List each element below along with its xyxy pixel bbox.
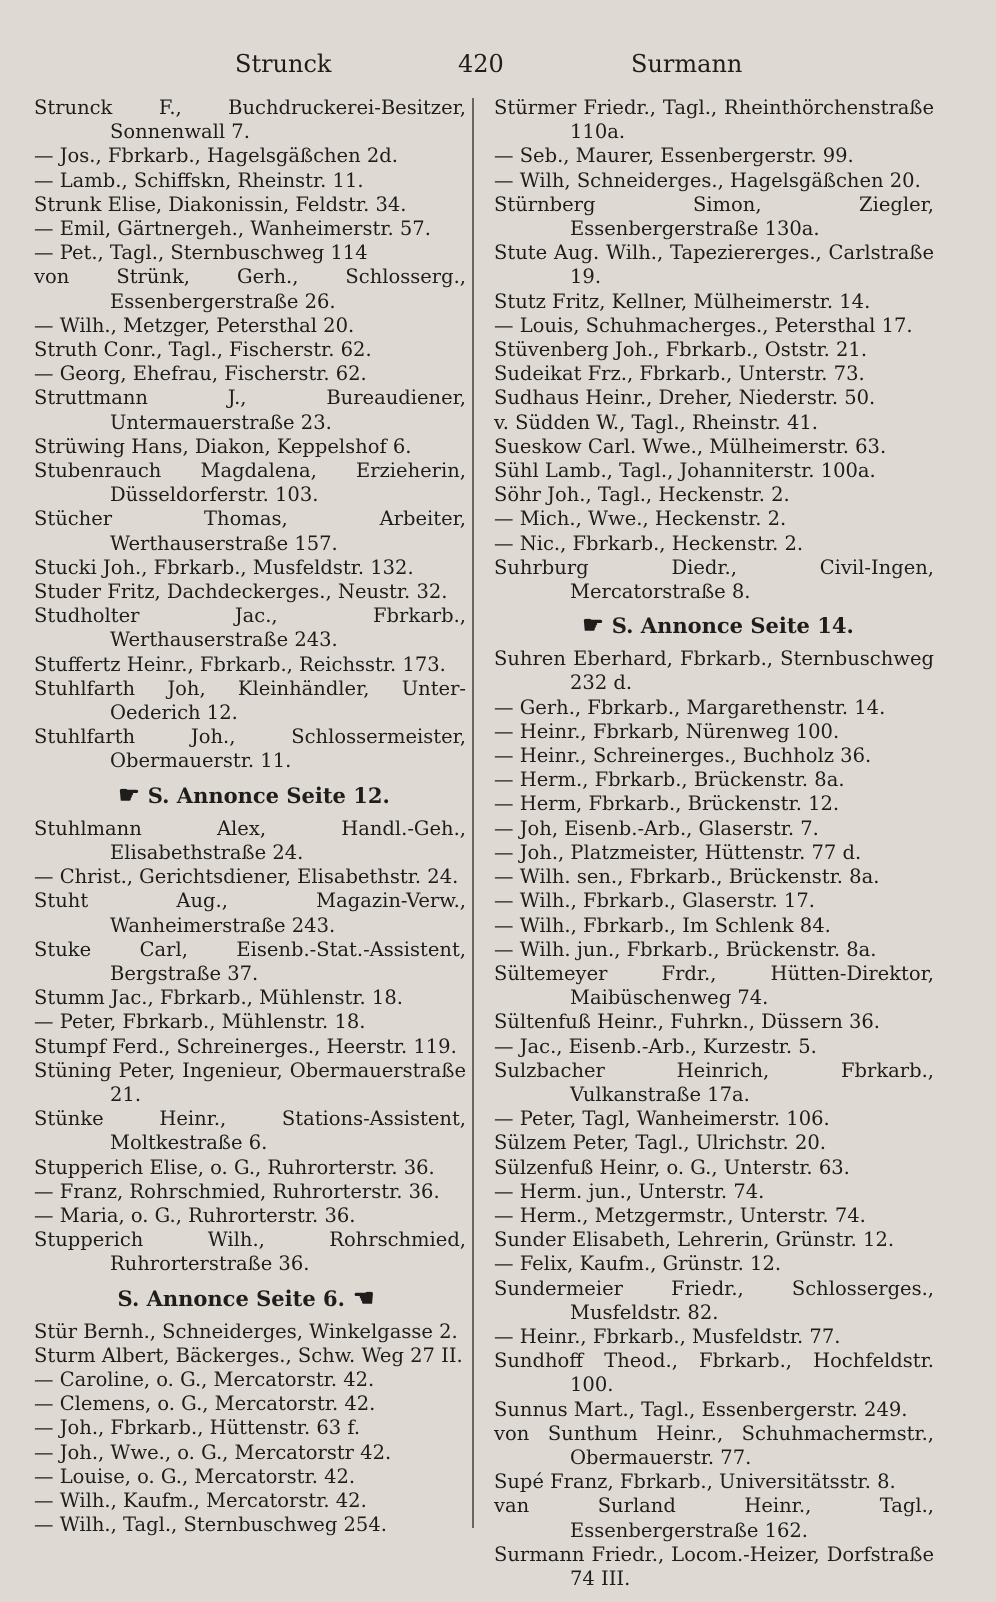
directory-entry: Struth Conr., Tagl., Fischerstr. 62. [34,338,372,362]
directory-entry: van Surland Heinr., Tagl., Essenbergerstraße 162. [494,1494,934,1542]
pointing-hand-icon: ☛ [118,779,140,809]
directory-entry: — Peter, Tagl, Wanheimerstr. 106. [494,1107,830,1131]
annonce-reference [494,610,934,641]
directory-entry: Stücher Thomas, Arbeiter, Werthauserstraße 157. [34,507,466,555]
annonce-reference [34,1283,466,1314]
directory-entry: Sunder Elisabeth, Lehrerin, Grünstr. 12. [494,1228,895,1252]
page-number: 420 [458,50,504,78]
directory-entry: — Joh., Platzmeister, Hüttenstr. 77 d. [494,840,862,864]
directory-entry: — Jos., Fbrkarb., Hagelsgäßchen 2d. [34,144,398,168]
directory-entry: — Wilh, Schneiderges., Hagelsgäßchen 20. [494,168,921,192]
directory-entry: Supé Franz, Fbrkarb., Universitätsstr. 8. [494,1470,896,1494]
directory-entry: Stumm Jac., Fbrkarb., Mühlenstr. 18. [34,986,403,1010]
directory-entry: — Maria, o. G., Ruhrorterstr. 36. [34,1203,356,1227]
directory-entry: — Georg, Ehefrau, Fischerstr. 62. [34,362,367,386]
directory-entry: — Nic., Fbrkarb., Heckenstr. 2. [494,531,804,555]
directory-entry: Sunnus Mart., Tagl., Essenbergerstr. 249. [494,1397,908,1421]
directory-entry: — Wilh. sen., Fbrkarb., Brückenstr. 8a. [494,865,880,889]
directory-entry: von Sunthum Heinr., Schuhmachermstr., Obermauerstr. 77. [494,1421,934,1469]
directory-entry: — Lamb., Schiffskn, Rheinstr. 11. [34,168,364,192]
directory-entry: — Joh, Eisenb.-Arb., Glaserstr. 7. [494,816,819,840]
directory-entry: Sültemeyer Frdr., Hütten-Direktor, Maibüschenweg 74. [494,961,934,1010]
directory-entry: — Louise, o. G., Mercatorstr. 42. [34,1464,356,1488]
directory-entry: Stutz Fritz, Kellner, Mülheimerstr. 14. [494,289,871,313]
annonce-reference [34,780,466,811]
directory-entry: Studholter Jac., Fbrkarb., Werthauserstraße 243. [34,604,466,652]
directory-entry: — Franz, Rohrschmied, Ruhrorterstr. 36. [34,1179,440,1203]
directory-entry: Stumpf Ferd., Schreinerges., Heerstr. 119. [34,1034,457,1058]
directory-entry: Sueskow Carl. Wwe., Mülheimerstr. 63. [494,434,887,458]
directory-entry: Stüvenberg Joh., Fbrkarb., Oststr. 21. [494,338,868,362]
directory-entry: Sülzem Peter, Tagl., Ulrichstr. 20. [494,1131,826,1155]
annonce-text: S. Annonce Seite 14. [611,613,854,639]
directory-entry: Sülzenfuß Heinr, o. G., Unterstr. 63. [494,1155,850,1179]
directory-entry: Sundermeier Friedr., Schlosserges., Musfeldstr. 82. [494,1276,934,1324]
directory-entry: — Herm, Fbrkarb., Brückenstr. 12. [494,792,840,816]
directory-entry: Stucki Joh., Fbrkarb., Musfeldstr. 132. [34,555,414,579]
directory-entry: Stüning Peter, Ingenieur, Obermauerstraße 21. [34,1058,466,1106]
directory-entry: Stuhlfarth Joh., Schlossermeister, Obermauerstr. 11. [34,725,466,773]
directory-entry: Stute Aug. Wilh., Tapeziererges., Carlstraße 19. [494,241,934,289]
directory-entry: — Joh., Wwe., o. G., Mercatorstr 42. [34,1440,392,1464]
directory-entry: Strunk Elise, Diakonissin, Feldstr. 34. [34,192,407,216]
directory-entry: — Gerh., Fbrkarb., Margarethenstr. 14. [494,695,886,719]
directory-entry: Strunck F., Buchdruckerei-Besitzer, Sonnenwall 7. [34,96,466,144]
directory-entry: Stuke Carl, Eisenb.-Stat.-Assistent, Bergstraße 37. [34,937,466,985]
directory-entry: Stürnberg Simon, Ziegler, Essenbergerstraße 130a. [494,192,934,241]
directory-entry: Strüwing Hans, Diakon, Keppelshof 6. [34,434,412,458]
annonce-text: S. Annonce Seite 12. [147,782,390,808]
directory-entry: Suhren Eberhard, Fbrkarb., Sternbuschweg 232 d. [494,647,934,695]
directory-entry: — Pet., Tagl., Sternbuschweg 114 [34,241,368,265]
directory-entry: — Seb., Maurer, Essenbergerstr. 99. [494,144,854,168]
directory-entry: Stupperich Wilh., Rohrschmied, Ruhrorterstraße 36. [34,1228,466,1276]
directory-entry: — Wilh. jun., Fbrkarb., Brückenstr. 8a. [494,937,877,961]
right-column [494,96,934,1591]
directory-entry: — Herm., Metzgermstr., Unterstr. 74. [494,1203,866,1227]
header-left-keyword: Strunck [235,50,332,78]
directory-entry: Struttmann J., Bureaudiener, Untermauerstraße 23. [34,386,466,434]
directory-entry: — Wilh., Tagl., Sternbuschweg 254. [34,1513,387,1537]
directory-entry: Stünke Heinr., Stations-Assistent, Moltkestraße 6. [34,1107,466,1155]
directory-entry: Stuht Aug., Magazin-Verw., Wanheimerstraße 243. [34,889,466,937]
directory-entry: — Wilh., Fbrkarb., Glaserstr. 17. [494,889,815,913]
directory-entry: — Joh., Fbrkarb., Hüttenstr. 63 f. [34,1416,361,1440]
directory-entry: — Herm. jun., Unterstr. 74. [494,1179,765,1203]
annonce-text: S. Annonce Seite 6. [117,1285,345,1311]
directory-entry: — Clemens, o. G., Mercatorstr. 42. [34,1392,376,1416]
directory-entry: Sulzbacher Heinrich, Fbrkarb., Vulkanstraße 17a. [494,1058,934,1106]
directory-entry: von Strünk, Gerh., Schlosserg., Essenbergerstraße 26. [34,265,466,313]
header-right-keyword: Surmann [631,50,743,78]
directory-entry: Stuffertz Heinr., Fbrkarb., Reichsstr. 173. [34,652,446,676]
directory-entry: Suhrburg Diedr., Civil-Ingen, Mercatorstraße 8. [494,555,934,604]
page-header [0,50,996,90]
directory-entry: Söhr Joh., Tagl., Heckenstr. 2. [494,483,790,507]
directory-entry: Stür Bernh., Schneiderges, Winkelgasse 2. [34,1319,458,1343]
pointing-hand-icon: ☛ [582,610,604,640]
pointing-hand-icon: ☚ [352,1282,375,1312]
directory-entry: Sültenfuß Heinr., Fuhrkn., Düssern 36. [494,1010,880,1034]
directory-entry: — Caroline, o. G., Mercatorstr. 42. [34,1367,375,1391]
directory-entry: — Mich., Wwe., Heckenstr. 2. [494,507,787,531]
directory-entry: — Louis, Schuhmacherges., Petersthal 17. [494,313,913,337]
directory-entry: — Christ., Gerichtsdiener, Elisabethstr. 24. [34,865,459,889]
directory-entry: Sudhaus Heinr., Dreher, Niederstr. 50. [494,386,876,410]
directory-entry: Surmann Friedr., Locom.-Heizer, Dorfstraße 74 III. [494,1542,934,1590]
directory-entry: — Wilh., Fbrkarb., Im Schlenk 84. [494,913,831,937]
directory-entry: — Heinr., Schreinerges., Buchholz 36. [494,744,872,768]
directory-entry: Sühl Lamb., Tagl., Johanniterstr. 100a. [494,459,876,483]
directory-entry: Stürmer Friedr., Tagl., Rheinthörchenstraße 110a. [494,96,934,144]
directory-entry: — Felix, Kaufm., Grünstr. 12. [494,1252,782,1276]
directory-entry: Sudeikat Frz., Fbrkarb., Unterstr. 73. [494,362,865,386]
directory-entry: — Heinr., Fbrkarb, Nürenweg 100. [494,719,840,743]
directory-entry: — Heinr., Fbrkarb., Musfeldstr. 77. [494,1324,841,1348]
directory-entry: Stubenrauch Magdalena, Erzieherin, Düsseldorferstr. 103. [34,459,466,507]
directory-entry: Stuhlmann Alex, Handl.-Geh., Elisabethstraße 24. [34,816,466,864]
directory-entry: Sturm Albert, Bäckerges., Schw. Weg 27 II. [34,1343,463,1367]
directory-entry: — Wilh., Kaufm., Mercatorstr. 42. [34,1488,367,1512]
directory-entry: — Emil, Gärtnergeh., Wanheimerstr. 57. [34,217,431,241]
directory-entry: v. Südden W., Tagl., Rheinstr. 41. [494,410,818,434]
directory-entry: — Jac., Eisenb.-Arb., Kurzestr. 5. [494,1034,817,1058]
directory-entry: — Peter, Fbrkarb., Mühlenstr. 18. [34,1010,366,1034]
directory-entry: Stupperich Elise, o. G., Ruhrorterstr. 36. [34,1155,435,1179]
left-column [34,96,466,1537]
directory-entry: — Herm., Fbrkarb., Brückenstr. 8a. [494,768,845,792]
directory-entry: — Wilh., Metzger, Petersthal 20. [34,313,355,337]
column-divider [472,98,474,1528]
directory-entry: Stuhlfarth Joh, Kleinhändler, Unter-Oederich 12. [34,676,466,725]
directory-entry: Sundhoff Theod., Fbrkarb., Hochfeldstr. 100. [494,1349,934,1397]
directory-entry: Studer Fritz, Dachdeckerges., Neustr. 32. [34,580,448,604]
